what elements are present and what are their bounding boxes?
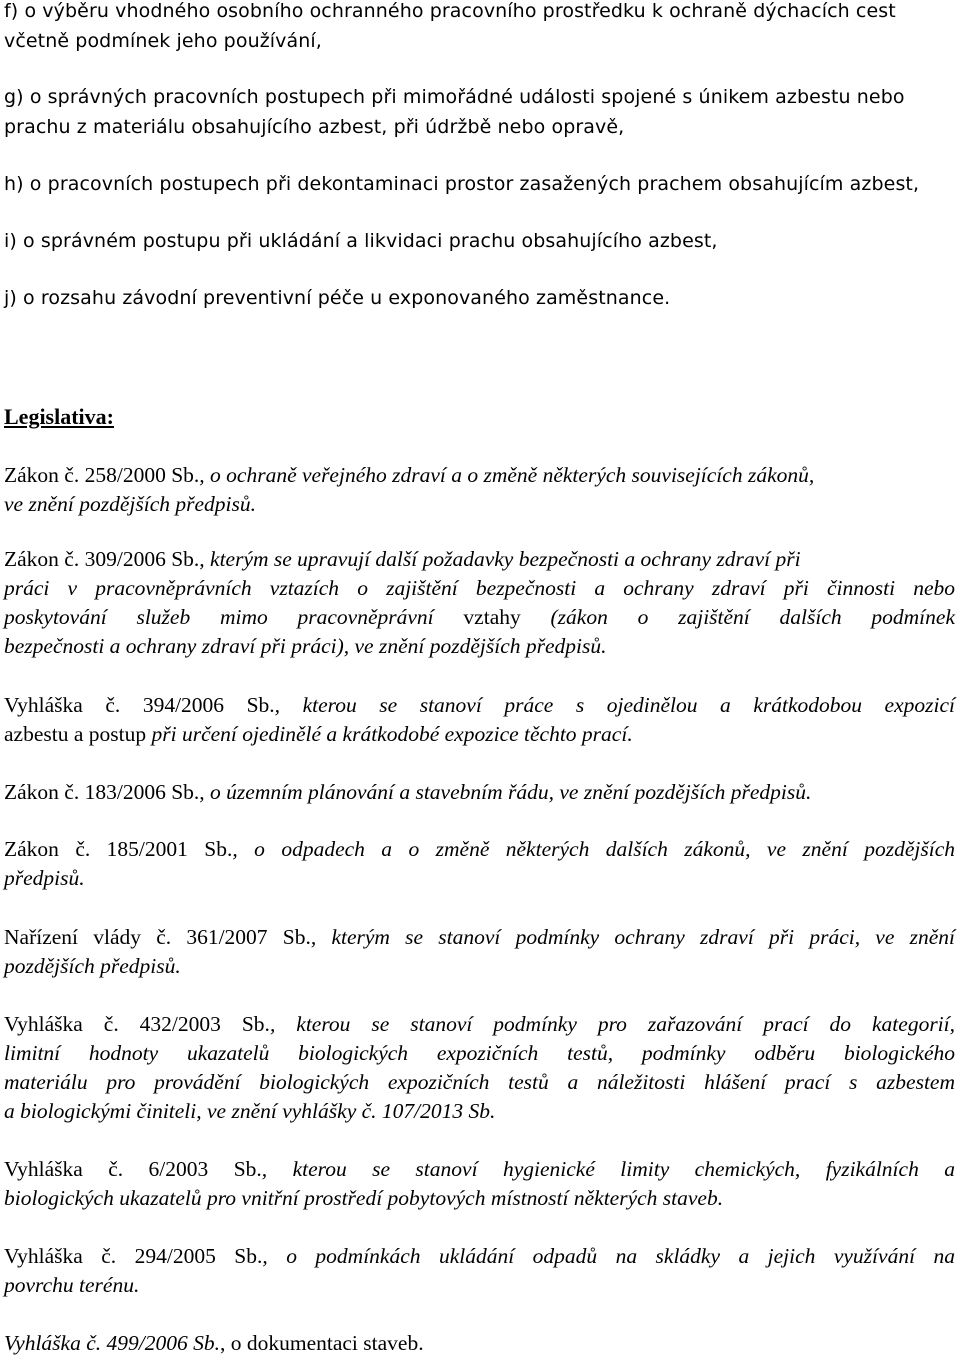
law-ref: Vyhláška č. 499/2006 Sb. (4, 1331, 220, 1355)
law-description-text: azbestu a postup (4, 722, 147, 746)
law-description-text: materiálu pro provádění biologických expozičních testů a náležitosti hlášení prací s azbestem (4, 1070, 955, 1094)
law-entry-185-2001 (4, 837, 955, 862)
law-description-cont (4, 1070, 955, 1095)
law-entry-258-2000 (4, 463, 814, 488)
law-ref: Zákon č. 309/2006 Sb. (4, 547, 200, 571)
law-description-cont (4, 1273, 139, 1298)
law-entry-309-2006 (4, 547, 801, 572)
law-description-text: vztahy (433, 605, 551, 629)
list-item-g-line1: g) o správných pracovních postupech při mimořádné události spojené s únikem azbestu nebo (4, 86, 905, 108)
law-description: , kterou se stanoví podmínky pro zařazování prací do kategorií, (269, 1012, 956, 1036)
law-description-text: a biologickými činiteli, ve znění vyhlášky č. 107/2013 Sb. (4, 1099, 496, 1123)
law-ref: Nařízení vlády č. 361/2007 Sb. (4, 925, 311, 949)
law-ref: Vyhláška č. 294/2005 Sb. (4, 1244, 263, 1268)
list-item-h: h) o pracovních postupech při dekontaminaci prostor zasažených prachem obsahujícím azbest, (4, 173, 920, 195)
law-description: , o dokumentaci staveb. (219, 1331, 424, 1355)
law-description-text: práci v pracovněprávních vztazích o zajištění bezpečnosti a ochrany zdraví při činnosti nebo (4, 576, 955, 600)
law-entry-294-2005 (4, 1244, 955, 1269)
law-entry-394-2006 (4, 693, 955, 718)
law-description: , o ochraně veřejného zdraví a o změně některých souvisejících zákonů, (199, 463, 815, 487)
law-description: , kterým se upravují další požadavky bezpečnosti a ochrany zdraví při (199, 547, 801, 571)
list-item-j: j) o rozsahu závodní preventivní péče u exponovaného zaměstnance. (4, 287, 671, 309)
law-description-text: předpisů. (4, 866, 85, 890)
law-entry-499-2006 (4, 1331, 424, 1356)
law-description-cont (4, 576, 955, 601)
law-description-text: při určení ojedinělé a krátkodobé expozice těchto prací. (146, 722, 633, 746)
law-description: , kterou se stanoví hygienické limity chemických, fyzikálních a (261, 1157, 955, 1181)
law-description-cont (4, 954, 181, 979)
list-item-g-line2: prachu z materiálu obsahujícího azbest, při údržbě nebo opravě, (4, 116, 625, 138)
law-entry-432-2003 (4, 1012, 955, 1037)
law-ref: Zákon č. 185/2001 Sb. (4, 837, 233, 861)
law-description-cont (4, 605, 955, 630)
law-description: , kterým se stanoví podmínky ochrany zdraví při práci, ve znění (310, 925, 955, 949)
law-description-cont (4, 492, 256, 517)
law-description-cont (4, 866, 85, 891)
law-description-cont (4, 634, 607, 659)
law-ref: Vyhláška č. 6/2003 Sb. (4, 1157, 262, 1181)
law-description: , o územním plánování a stavebním řádu, ve znění pozdějších předpisů. (199, 780, 812, 804)
law-description-cont (4, 1041, 955, 1066)
law-description-text: pozdějších předpisů. (4, 954, 181, 978)
law-ref: Zákon č. 183/2006 Sb. (4, 780, 200, 804)
law-entry-6-2003 (4, 1157, 955, 1182)
law-description-text: poskytování služeb mimo pracovněprávní (4, 605, 434, 629)
law-description-text: povrchu terénu. (4, 1273, 140, 1297)
law-description-text: limitní hodnoty ukazatelů biologických expozičních testů, podmínky odběru biologického (4, 1041, 955, 1065)
law-entry-183-2006 (4, 780, 811, 805)
law-description-cont (4, 1099, 495, 1124)
law-description-text: bezpečnosti a ochrany zdraví při práci), ve znění pozdějších předpisů. (4, 634, 607, 658)
list-item-i: i) o správném postupu při ukládání a likvidaci prachu obsahujícího azbest, (4, 230, 718, 252)
law-ref: Zákon č. 258/2000 Sb. (4, 463, 200, 487)
law-description: , o odpadech a o změně některých dalších zákonů, ve znění pozdějších (232, 837, 955, 861)
law-ref: Vyhláška č. 394/2006 Sb. (4, 693, 275, 717)
law-description-text: ve znění pozdějších předpisů. (4, 492, 256, 516)
law-description: , kterou se stanoví práce s ojedinělou a krátkodobou expozicí (274, 693, 955, 717)
list-item-f-line1: f) o výběru vhodného osobního ochranného pracovního prostředku k ochraně dýchacích cest (4, 0, 896, 22)
law-description-text: (zákon o zajištění dalších podmínek (550, 605, 955, 629)
law-description-mixed (4, 605, 955, 630)
law-description-text: biologických ukazatelů pro vnitřní prostředí pobytových místností některých staveb. (4, 1186, 724, 1210)
legislation-heading: Legislativa: (4, 404, 114, 429)
list-item-f-line2: včetně podmínek jeho používání, (4, 30, 322, 52)
law-description-cont (4, 1186, 723, 1211)
law-entry-361-2007 (4, 925, 955, 950)
law-description-cont (4, 722, 633, 747)
law-description: , o podmínkách ukládání odpadů na skládky a jejich využívání na (262, 1244, 955, 1268)
law-ref: Vyhláška č. 432/2003 Sb. (4, 1012, 270, 1036)
